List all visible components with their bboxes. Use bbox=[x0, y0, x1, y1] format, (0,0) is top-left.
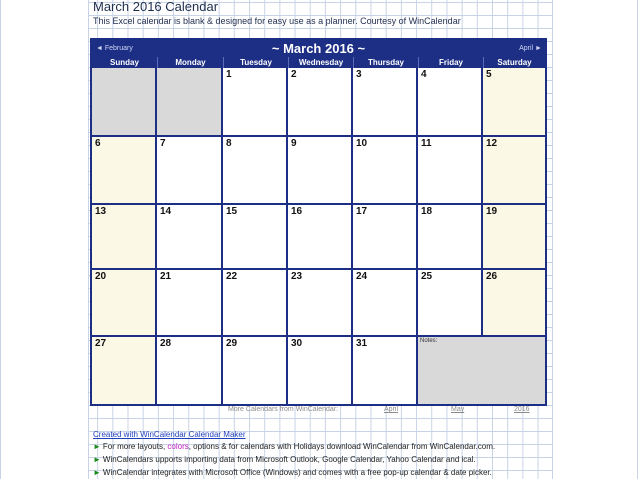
day-cell[interactable] bbox=[288, 337, 353, 404]
weekday-tuesday: Tuesday bbox=[223, 57, 288, 68]
day-number: 13 bbox=[95, 206, 107, 217]
day-number: 29 bbox=[226, 338, 238, 349]
day-number: 10 bbox=[356, 138, 368, 149]
day-cell[interactable] bbox=[353, 270, 418, 337]
day-number: 24 bbox=[356, 271, 368, 282]
day-cell[interactable] bbox=[418, 137, 483, 205]
info-text: WinCalendar integrates with Microsoft Office (Windows) and comes with a free pop-up calendar & date picker. bbox=[102, 468, 492, 477]
day-number: 11 bbox=[421, 138, 432, 149]
day-cell[interactable] bbox=[157, 137, 223, 205]
day-number: 8 bbox=[226, 138, 232, 149]
info-line bbox=[93, 467, 492, 479]
empty-day-cell[interactable] bbox=[157, 68, 223, 137]
day-number: 14 bbox=[160, 206, 172, 217]
day-cell[interactable] bbox=[418, 68, 483, 137]
day-number: 7 bbox=[160, 138, 166, 149]
day-cell[interactable] bbox=[353, 337, 418, 404]
day-number: 1 bbox=[226, 69, 232, 80]
may-link[interactable]: May bbox=[451, 406, 465, 413]
weekday-thursday: Thursday bbox=[353, 57, 418, 68]
april-link[interactable]: April bbox=[384, 406, 399, 413]
day-cell[interactable] bbox=[353, 68, 418, 137]
day-cell[interactable] bbox=[157, 337, 223, 404]
day-number: 30 bbox=[291, 338, 303, 349]
weekday-friday: Friday bbox=[418, 57, 483, 68]
green-arrow-icon: ► bbox=[93, 455, 101, 464]
notes-label: Notes: bbox=[420, 338, 438, 344]
day-cell[interactable] bbox=[223, 68, 288, 137]
colors-link[interactable]: colors bbox=[167, 442, 189, 451]
next-month-link[interactable]: April ► bbox=[519, 45, 542, 52]
day-cell[interactable] bbox=[483, 205, 545, 270]
day-cell[interactable] bbox=[157, 270, 223, 337]
notes-cell[interactable] bbox=[418, 337, 545, 404]
calendar-maker-link[interactable]: Created with WinCalendar Calendar Maker bbox=[93, 430, 246, 439]
calendar-grid bbox=[92, 68, 545, 404]
sheet-margin-left bbox=[0, 0, 88, 479]
green-arrow-icon: ► bbox=[93, 468, 101, 477]
weekday-monday: Monday bbox=[157, 57, 223, 68]
day-cell[interactable] bbox=[483, 270, 545, 337]
year-link[interactable]: 2016 bbox=[514, 406, 530, 413]
day-number: 12 bbox=[486, 138, 498, 149]
day-number: 28 bbox=[160, 338, 172, 349]
day-number: 15 bbox=[226, 206, 238, 217]
day-cell[interactable] bbox=[418, 205, 483, 270]
day-number: 23 bbox=[291, 271, 303, 282]
day-cell[interactable] bbox=[223, 270, 288, 337]
more-calendars-label: More Calendars from WinCalendar: bbox=[228, 406, 339, 413]
more-calendars-bar bbox=[90, 406, 547, 417]
day-cell[interactable] bbox=[483, 68, 545, 137]
weekday-row bbox=[92, 57, 545, 68]
info-line bbox=[93, 441, 495, 453]
info-text: For more layouts, bbox=[102, 442, 168, 451]
sheet-margin-right bbox=[552, 0, 638, 479]
green-arrow-icon: ► bbox=[93, 442, 101, 451]
day-cell[interactable] bbox=[288, 205, 353, 270]
day-number: 4 bbox=[421, 69, 427, 80]
sheet-gridline bbox=[0, 0, 1, 479]
day-number: 6 bbox=[95, 138, 101, 149]
sheet-gridline bbox=[552, 0, 553, 479]
prev-month-link[interactable]: ◄ February bbox=[96, 45, 133, 52]
day-number: 18 bbox=[421, 206, 433, 217]
day-number: 5 bbox=[486, 69, 492, 80]
day-cell[interactable] bbox=[353, 205, 418, 270]
day-cell[interactable] bbox=[223, 205, 288, 270]
day-cell[interactable] bbox=[288, 137, 353, 205]
day-cell[interactable] bbox=[92, 137, 157, 205]
day-number: 31 bbox=[356, 338, 368, 349]
day-cell[interactable] bbox=[223, 137, 288, 205]
day-number: 20 bbox=[95, 271, 107, 282]
month-header bbox=[92, 40, 545, 57]
day-number: 27 bbox=[95, 338, 107, 349]
month-title: ~ March 2016 ~ bbox=[271, 41, 366, 56]
day-number: 19 bbox=[486, 206, 498, 217]
day-number: 21 bbox=[160, 271, 172, 282]
day-number: 17 bbox=[356, 206, 368, 217]
weekday-sunday: Sunday bbox=[110, 58, 139, 67]
day-cell[interactable] bbox=[418, 270, 483, 337]
weekday-wednesday: Wednesday bbox=[288, 57, 353, 68]
info-line bbox=[93, 454, 476, 466]
day-number: 22 bbox=[226, 271, 238, 282]
weekday-saturday: Saturday bbox=[483, 57, 545, 68]
day-number: 3 bbox=[356, 69, 362, 80]
day-number: 9 bbox=[291, 138, 297, 149]
day-number: 2 bbox=[291, 69, 297, 80]
day-cell[interactable] bbox=[92, 270, 157, 337]
page-title: March 2016 Calendar bbox=[93, 0, 219, 14]
empty-day-cell[interactable] bbox=[92, 68, 157, 137]
day-cell[interactable] bbox=[353, 137, 418, 205]
day-number: 26 bbox=[486, 271, 498, 282]
day-cell[interactable] bbox=[288, 270, 353, 337]
day-cell[interactable] bbox=[157, 205, 223, 270]
sheet-gridline bbox=[88, 0, 89, 479]
info-text: , options & for calendars with Holidays download WinCalendar from WinCalendar.com. bbox=[188, 442, 496, 451]
day-cell[interactable] bbox=[223, 337, 288, 404]
day-cell[interactable] bbox=[483, 137, 545, 205]
info-text: WinCalendars upports importing data from Microsoft Outlook, Google Calendar, Yahoo Calendar and ical. bbox=[102, 455, 476, 464]
calendar bbox=[90, 38, 547, 406]
page-subtitle: This Excel calendar is blank & designed for easy use as a planner. Courtesy of WinCalendar bbox=[93, 16, 461, 26]
day-cell[interactable] bbox=[92, 337, 157, 404]
day-cell[interactable] bbox=[288, 68, 353, 137]
day-number: 25 bbox=[421, 271, 433, 282]
day-cell[interactable] bbox=[92, 205, 157, 270]
day-number: 16 bbox=[291, 206, 303, 217]
